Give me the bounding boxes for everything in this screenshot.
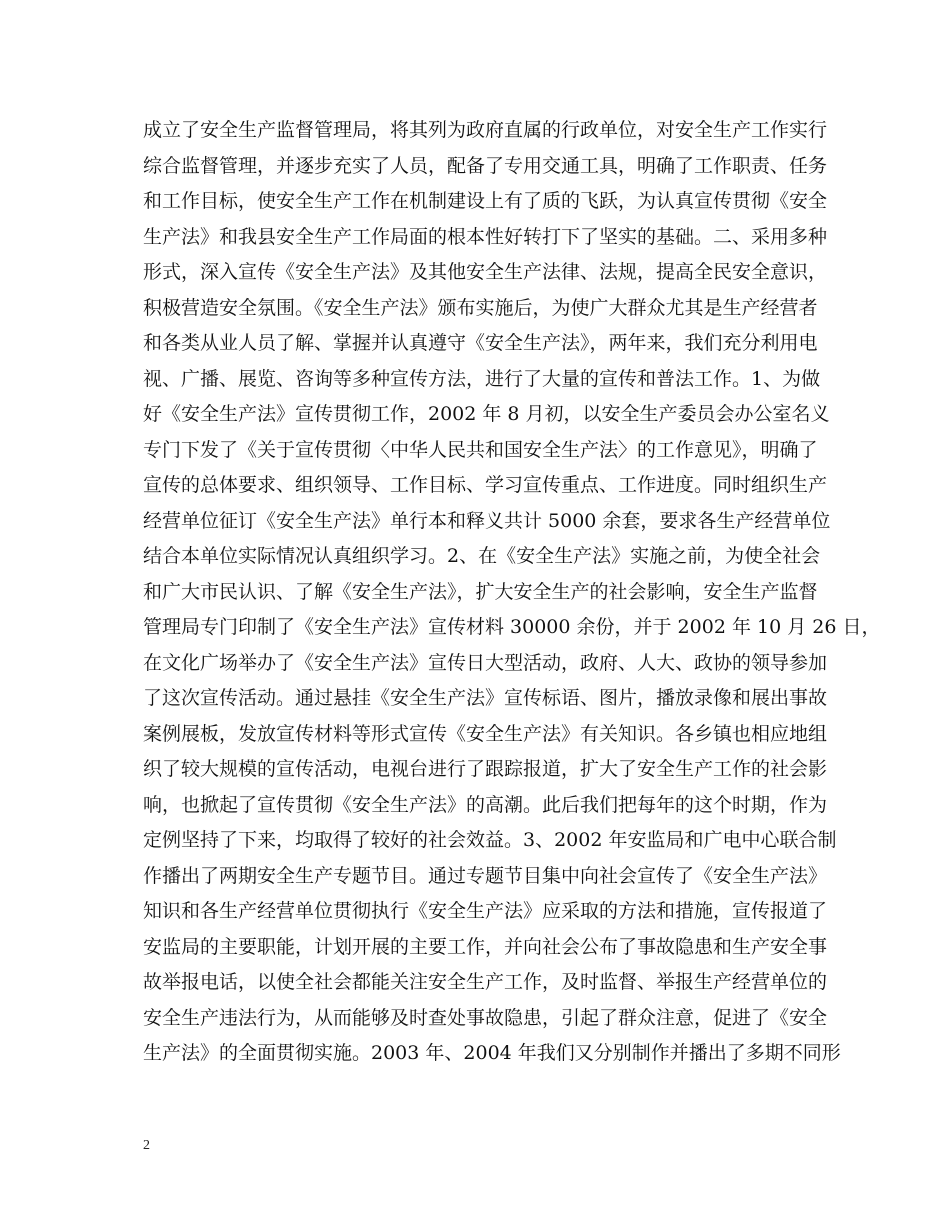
text-line: 作播出了两期安全生产专题节目。通过专题节目集中向社会宣传了《安全生产法》 [143, 864, 828, 887]
text-line: 生产法》和我县安全生产工作局面的根本性好转打下了坚实的基础。二、采用多种 [143, 225, 828, 248]
text-line: 视、广播、展览、咨询等多种宣传方法，进行了大量的宣传和普法工作。1、为做 [143, 367, 821, 390]
text-line: 形式，深入宣传《安全生产法》及其他安全生产法律、法规，提高全民安全意识， [143, 261, 828, 283]
text-line: 经营单位征订《安全生产法》单行本和释义共计 5000 余套，要求各生产经营单位 [143, 509, 831, 532]
text-line: 响，也掀起了宣传贯彻《安全生产法》的高潮。此后我们把每年的这个时期，作为 [143, 793, 828, 816]
text-line: 定例坚持了下来，均取得了较好的社会效益。3、2002 年安监局和广电中心联合制 [143, 829, 837, 851]
text-line: 安监局的主要职能，计划开展的主要工作，并向社会公布了事故隐患和生产安全事 [143, 935, 828, 958]
text-line: 成立了安全生产监督管理局，将其列为政府直属的行政单位，对安全生产工作实行 [143, 119, 828, 141]
text-line: 和各类从业人员了解、掌握并认真遵守《安全生产法》，两年来，我们充分利用电 [143, 332, 818, 354]
text-line: 专门下发了《关于宣传贯彻〈中华人民共和国安全生产法〉的工作意见》，明确了 [143, 438, 818, 461]
page-number: 2 [143, 1138, 150, 1153]
text-line: 结合本单位实际情况认真组织学习。2、在《安全生产法》实施之前，为使全社会 [143, 545, 821, 567]
text-line: 管理局专门印制了《安全生产法》宣传材料 30000 余份，并于 2002 年 10 月 26 日， [143, 616, 881, 638]
text-line: 生产法》的全面贯彻实施。2003 年、2004 年我们又分别制作并播出了多期不同形 [143, 1042, 841, 1064]
text-line: 和广大市民认识、了解《安全生产法》，扩大安全生产的社会影响，安全生产监督 [143, 580, 818, 603]
text-line: 综合监督管理，并逐步充实了人员，配备了专用交通工具，明确了工作职责、任务 [143, 154, 828, 177]
text-line: 宣传的总体要求、组织领导、工作目标、学习宣传重点、工作进度。同时组织生产 [143, 474, 828, 496]
text-line: 在文化广场举办了《安全生产法》宣传日大型活动，政府、人大、政协的领导参加 [143, 651, 828, 674]
text-line: 故举报电话，以使全社会都能关注安全生产工作，及时监督、举报生产经营单位的 [143, 971, 828, 993]
text-line: 安全生产违法行为，从而能够及时查处事故隐患，引起了群众注意，促进了《安全 [143, 1006, 828, 1029]
text-line: 案例展板，发放宣传材料等形式宣传《安全生产法》有关知识。各乡镇也相应地组 [143, 722, 828, 745]
text-line: 了这次宣传活动。通过悬挂《安全生产法》宣传标语、图片，播放录像和展出事故 [143, 687, 828, 709]
text-line: 知识和各生产经营单位贯彻执行《安全生产法》应采取的方法和措施，宣传报道了 [143, 900, 828, 922]
text-line: 织了较大规模的宣传活动，电视台进行了跟踪报道，扩大了安全生产工作的社会影 [143, 758, 828, 780]
text-line: 积极营造安全氛围。《安全生产法》颁布实施后，为使广大群众尤其是生产经营者 [143, 296, 818, 319]
text-line: 和工作目标，使安全生产工作在机制建设上有了质的飞跃，为认真宣传贯彻《安全 [143, 190, 828, 212]
body-paragraph [143, 113, 881, 1072]
text-line: 好《安全生产法》宣传贯彻工作，2002 年 8 月初，以安全生产委员会办公室名义 [143, 403, 830, 425]
